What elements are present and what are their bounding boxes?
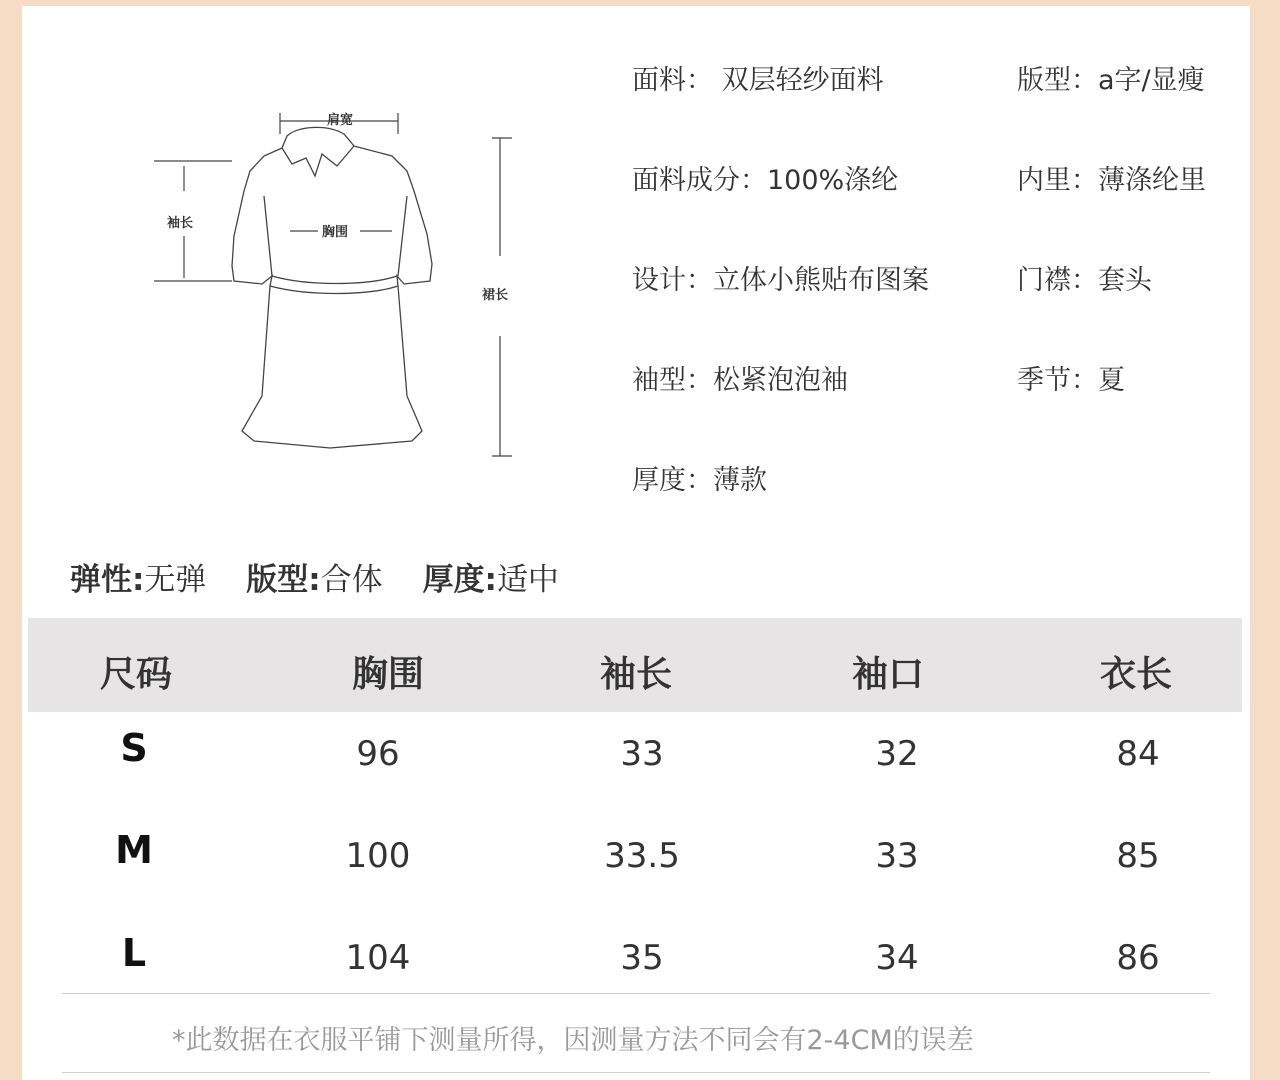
dress-measurement-diagram — [122, 96, 542, 486]
size-cell: M — [115, 828, 153, 872]
thickness-summary: 厚度:适中 — [422, 562, 559, 598]
dress-collar — [282, 127, 354, 176]
fabric-summary — [70, 554, 589, 599]
sleeve-length-cell: 33 — [620, 734, 664, 774]
size-chart-card — [22, 6, 1250, 1080]
sleeve-length-cell: 33.5 — [604, 836, 680, 876]
chest-cell: 96 — [356, 734, 400, 774]
table-bottom-divider — [62, 993, 1210, 994]
length-cell: 86 — [1116, 938, 1160, 978]
chest-cell: 100 — [345, 836, 411, 876]
cuff-cell: 32 — [875, 734, 919, 774]
attr-season: 季节：夏 — [1017, 365, 1125, 396]
attr-thickness: 厚度：薄款 — [632, 465, 767, 496]
chest-label: 胸围 — [322, 225, 349, 240]
header-sleeve-length: 袖长 — [599, 654, 673, 695]
attr-lining: 内里：薄涤纶里 — [1017, 165, 1206, 196]
fit-summary: 版型:合体 — [246, 562, 383, 598]
attr-fabric: 面料： 双层轻纱面料 — [632, 65, 884, 96]
sleeve-length-cell: 35 — [620, 938, 664, 978]
attr-sleeve-type: 袖型：松紧泡泡袖 — [632, 365, 848, 396]
header-size: 尺码 — [99, 654, 173, 695]
chest-cell: 104 — [345, 938, 411, 978]
sleeve-length-label: 袖长 — [167, 216, 194, 231]
size-table-header — [28, 618, 1242, 712]
length-cell: 84 — [1116, 734, 1160, 774]
cuff-cell: 33 — [875, 836, 919, 876]
cuff-cell: 34 — [875, 938, 919, 978]
attr-closure: 门襟：套头 — [1017, 265, 1152, 296]
elasticity-summary: 弹性:无弹 — [70, 562, 207, 598]
measurement-note: *此数据在衣服平铺下测量所得，因测量方法不同会有2-4CM的误差 — [172, 1025, 974, 1056]
dress-outline-svg — [122, 96, 542, 486]
header-cuff: 袖口 — [851, 654, 925, 695]
size-cell: S — [120, 726, 148, 770]
attr-style: 版型：a字/显瘦 — [1017, 65, 1205, 96]
header-length: 衣长 — [1099, 654, 1173, 695]
attr-design: 设计：立体小熊贴布图案 — [632, 265, 929, 296]
attr-composition: 面料成分：100%涤纶 — [632, 165, 899, 196]
dress-waist — [270, 276, 398, 294]
length-cell: 85 — [1116, 836, 1160, 876]
dress-body — [232, 146, 432, 448]
size-cell: L — [121, 931, 147, 975]
header-chest: 胸围 — [351, 654, 425, 695]
shoulder-width-label: 肩宽 — [327, 113, 354, 128]
note-bottom-divider — [62, 1072, 1210, 1073]
skirt-length-label: 裙长 — [482, 288, 509, 303]
